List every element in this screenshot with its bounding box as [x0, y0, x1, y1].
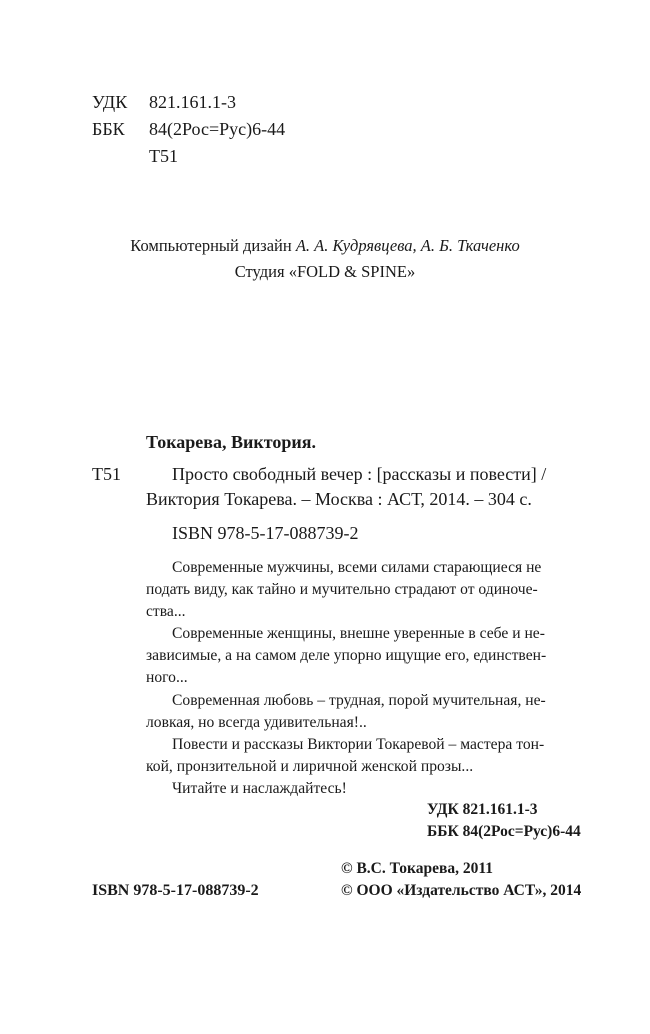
- bbk-row: [92, 117, 285, 141]
- copyright-publisher: © ООО «Издательство АСТ», 2014: [341, 882, 582, 899]
- annotation-line: Повести и рассказы Виктории Токаревой – мастера тон-: [172, 735, 545, 753]
- design-credit-prefix: Компьютерный дизайн: [130, 236, 296, 255]
- annotation-line: Современные мужчины, всеми силами старающиеся не: [172, 559, 542, 576]
- design-credit-names: А. А. Кудрявцева, А. Б. Ткаченко: [295, 236, 520, 255]
- bottom-isbn: ISBN 978-5-17-088739-2: [92, 882, 259, 899]
- annotation-line: ного...: [146, 669, 188, 687]
- bottom-udk: УДК 821.161.1-3: [427, 801, 538, 818]
- studio-credit: Студия «FOLD & SPINE»: [234, 262, 416, 281]
- bbk-label: ББК: [92, 119, 125, 139]
- annotation-line: ства...: [146, 603, 186, 621]
- entry-title-line1: Просто свободный вечер : [рассказы и повести] /: [172, 464, 547, 484]
- annotation: [146, 557, 596, 800]
- annotation-line: Современные женщины, внешне уверенные в себе и не-: [172, 625, 545, 643]
- design-credit: [0, 233, 650, 259]
- entry-isbn: ISBN 978-5-17-088739-2: [172, 523, 359, 543]
- annotation-line: ловкая, но всегда удивительная!..: [146, 713, 367, 731]
- copyright-author: © В.С. Токарева, 2011: [341, 860, 493, 877]
- annotation-line: Современная любовь – трудная, порой мучительная, не-: [172, 691, 546, 709]
- author-mark-row: [92, 144, 178, 168]
- author-mark: Т51: [149, 146, 178, 166]
- annotation-line: зависимые, а на самом деле упорно ищущие его, единствен-: [146, 647, 547, 665]
- annotation-line: кой, пронзительной и лиричной женской прозы...: [146, 757, 474, 775]
- udk-label: УДК: [92, 92, 128, 112]
- annotation-line: подать виду, как тайно и мучительно страдают от одиноче-: [146, 581, 538, 599]
- udk-row: [92, 90, 236, 114]
- udk-value: 821.161.1-3: [149, 92, 236, 112]
- bbk-value: 84(2Рос=Рус)6-44: [149, 119, 286, 139]
- entry-code: Т51: [92, 464, 121, 484]
- entry-author: Токарева, Виктория.: [146, 432, 316, 452]
- bottom-bbk: ББК 84(2Рос=Рус)6-44: [427, 823, 581, 840]
- entry-title-line2: Виктория Токарева. – Москва : АСТ, 2014. – 304 с.: [146, 489, 532, 509]
- annotation-line: Читайте и наслаждайтесь!: [172, 779, 347, 797]
